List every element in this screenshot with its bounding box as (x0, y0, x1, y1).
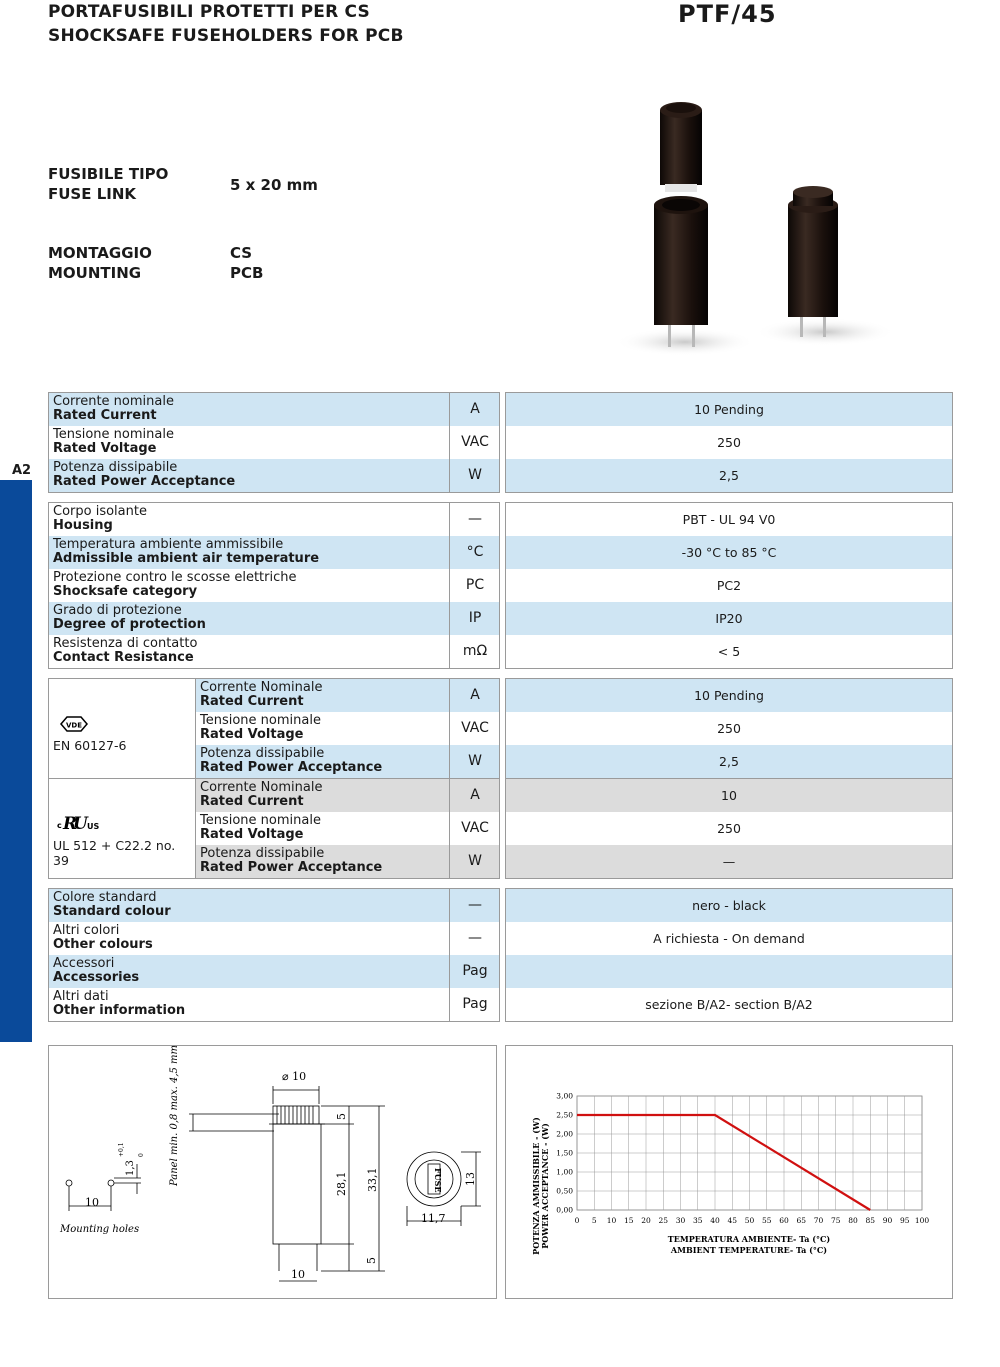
row-label: Tensione nominale Rated Voltage (200, 713, 321, 742)
table-row (196, 679, 499, 712)
svg-text:US: US (87, 822, 100, 831)
ratings-table (48, 392, 500, 493)
row-value: A richiesta - On demand (653, 931, 805, 946)
row-value: 10 (721, 788, 737, 803)
row-label: Corrente Nominale Rated Current (200, 780, 323, 809)
table-row (49, 922, 499, 955)
mount-label-en: MOUNTING (48, 264, 142, 282)
row-unit: mΩ (449, 635, 500, 668)
row-value: 250 (717, 435, 741, 450)
fuse-value: 5 x 20 mm (230, 176, 318, 194)
row-value: 250 (717, 721, 741, 736)
x-tick-label: 100 (914, 1216, 930, 1225)
dimension-drawing (49, 1046, 496, 1298)
vde-cell (49, 679, 195, 778)
derating-chart (506, 1046, 952, 1298)
y-tick-label: 2,50 (556, 1110, 573, 1120)
hole-tolerance2-label: 0 (138, 1153, 145, 1157)
other-values (505, 888, 953, 1022)
mount-label (48, 243, 152, 283)
table-row (49, 955, 499, 988)
hole-tolerance-label: +0,1 (118, 1142, 125, 1157)
row-unit: W (449, 845, 500, 878)
dim-total-height: 33,1 (366, 1167, 379, 1192)
row-unit: PC (449, 569, 500, 602)
table-row (196, 779, 499, 812)
ul-cell (49, 779, 195, 878)
title-block (48, 0, 404, 48)
table-row (49, 569, 499, 602)
dim-body-height: 28,1 (335, 1171, 348, 1196)
row-value (506, 955, 952, 988)
row-unit: A (449, 779, 500, 812)
row-unit: °C (449, 536, 500, 569)
row-value: PC2 (716, 578, 742, 593)
properties-table (48, 502, 500, 669)
row-label: Tensione nominale Rated Voltage (200, 813, 321, 842)
x-tick-label: 50 (744, 1216, 755, 1225)
row-value: 10 Pending (694, 688, 764, 703)
dim-pin-spacing: 10 (291, 1268, 305, 1281)
table-row (196, 812, 499, 845)
ul-standard: UL 512 + C22.2 no. 39 (53, 838, 176, 868)
row-value: 250 (717, 821, 741, 836)
row-label: Potenza dissipabile Rated Power Acceptance (200, 846, 383, 875)
table-row (49, 988, 499, 1021)
title-english: SHOCKSAFE FUSEHOLDERS FOR PCB (48, 26, 404, 46)
x-tick-label: 75 (830, 1216, 841, 1225)
product-photo (610, 80, 950, 370)
dim-pin-height: 5 (365, 1257, 378, 1264)
dim-diameter-label: ⌀ 10 (282, 1070, 307, 1083)
svg-text:VDE: VDE (65, 721, 83, 730)
row-value: PBT - UL 94 V0 (682, 512, 776, 527)
row-value: sezione B/A2- section B/A2 (645, 997, 813, 1012)
x-tick-label: 0 (574, 1216, 580, 1225)
fuse-marking: FUSE (433, 1168, 443, 1193)
x-tick-label: 65 (796, 1216, 807, 1225)
x-tick-label: 15 (623, 1216, 634, 1225)
fuse-label-it: FUSIBILE TIPO (48, 165, 169, 183)
y-tick-label: 1,50 (556, 1148, 573, 1158)
x-tick-label: 80 (848, 1216, 858, 1225)
row-value: 2,5 (719, 468, 739, 483)
row-value: nero - black (692, 898, 766, 913)
side-bar (0, 480, 32, 1042)
hole-spacing-label: 10 (85, 1196, 99, 1209)
ul-logo-icon (57, 811, 103, 833)
product-code: PTF/45 (678, 0, 777, 28)
row-value: 2,5 (719, 754, 739, 769)
row-label: Corrente Nominale Rated Current (200, 680, 323, 709)
svg-text:c: c (57, 821, 62, 830)
table-row (49, 536, 499, 569)
row-label: Colore standard Standard colour (53, 890, 171, 919)
mount-label-it: MONTAGGIO (48, 244, 152, 262)
dim-top-height: 13 (464, 1172, 477, 1186)
table-row (49, 889, 499, 922)
approvals-table (48, 678, 500, 879)
x-tick-label: 55 (761, 1216, 772, 1225)
x-tick-label: 90 (882, 1216, 893, 1225)
row-label: Potenza dissipabile Rated Power Acceptance (53, 460, 236, 489)
y-tick-label: 1,00 (556, 1167, 573, 1177)
approvals-values (505, 678, 953, 879)
row-unit: — (449, 922, 500, 955)
dim-cap-height: 5 (335, 1113, 348, 1120)
row-unit: VAC (449, 426, 500, 459)
row-unit: W (449, 459, 500, 492)
y-axis-label-it: POTENZA AMMISSIBILE - (W) (531, 1117, 541, 1255)
table-row (49, 393, 499, 426)
row-label: Protezione contro le scosse elettriche Shocksafe category (53, 570, 297, 599)
row-label: Resistenza di contatto Contact Resistance (53, 636, 198, 665)
panel-thickness-label: Panel min. 0,8 max. 4,5 mm. (169, 1046, 180, 1186)
fuse-label (48, 164, 168, 204)
x-tick-label: 85 (865, 1216, 876, 1225)
row-value: 10 Pending (694, 402, 764, 417)
x-tick-label: 60 (779, 1216, 789, 1225)
x-tick-label: 40 (710, 1216, 720, 1225)
row-value: IP20 (715, 611, 743, 626)
svg-text:R: R (63, 814, 78, 833)
row-unit: — (449, 503, 500, 536)
row-label: Potenza dissipabile Rated Power Acceptance (200, 746, 383, 775)
row-label: Altri colori Other colours (53, 923, 153, 952)
row-unit: VAC (449, 812, 500, 845)
row-label: Tensione nominale Rated Voltage (53, 427, 174, 456)
x-axis-label-en: AMBIENT TEMPERATURE- Ta (°C) (670, 1245, 828, 1255)
row-unit: A (449, 393, 500, 426)
properties-values (505, 502, 953, 669)
y-axis-label-en: POWER ACCEPTANCE - (W) (540, 1123, 550, 1249)
x-tick-label: 10 (606, 1216, 617, 1225)
hole-diameter-label: 1,3 (125, 1160, 136, 1176)
section-tag: A2 (12, 463, 32, 478)
vde-logo-icon (59, 715, 89, 733)
other-table (48, 888, 500, 1022)
fuse-label-en: FUSE LINK (48, 185, 137, 203)
row-unit: IP (449, 602, 500, 635)
x-axis-label-it: TEMPERATURA AMBIENTE- Ta (°C) (667, 1234, 831, 1244)
dimension-drawing-panel (48, 1045, 497, 1299)
ratings-values (505, 392, 953, 493)
x-tick-label: 25 (658, 1216, 669, 1225)
table-row (196, 712, 499, 745)
row-label: Temperatura ambiente ammissibile Admissible ambient air temperature (53, 537, 320, 566)
row-value: — (722, 854, 736, 869)
y-tick-label: 0,50 (556, 1186, 573, 1196)
y-tick-label: 3,00 (556, 1091, 573, 1101)
row-unit: — (449, 889, 500, 922)
row-value: < 5 (717, 644, 741, 659)
mount-value-it: CS (230, 244, 253, 262)
mounting-holes-label: Mounting holes (60, 1224, 140, 1235)
table-row (49, 426, 499, 459)
x-tick-label: 35 (692, 1216, 703, 1225)
x-tick-label: 5 (591, 1216, 597, 1225)
row-label: Corpo isolante Housing (53, 504, 147, 533)
derating-chart-panel (505, 1045, 953, 1299)
row-unit: W (449, 745, 500, 778)
table-row (49, 602, 499, 635)
x-tick-label: 20 (641, 1216, 651, 1225)
row-unit: A (449, 679, 500, 712)
row-unit: Pag (449, 955, 500, 988)
table-row (196, 845, 499, 878)
row-label: Altri dati Other information (53, 989, 186, 1018)
row-value: -30 °C to 85 °C (681, 545, 777, 560)
x-tick-label: 30 (675, 1216, 686, 1225)
table-row (196, 745, 499, 778)
x-tick-label: 45 (727, 1216, 738, 1225)
dim-top-width: 11,7 (421, 1212, 446, 1225)
svg-text:U: U (73, 814, 88, 833)
y-tick-label: 0,00 (556, 1205, 573, 1215)
mount-value (230, 243, 263, 283)
table-row (49, 635, 499, 668)
row-unit: Pag (449, 988, 500, 1021)
row-label: Corrente nominale Rated Current (53, 394, 174, 423)
vde-standard: EN 60127-6 (53, 738, 127, 753)
title-italian: PORTAFUSIBILI PROTETTI PER CS (48, 2, 370, 22)
x-tick-label: 70 (813, 1216, 824, 1225)
row-label: Grado di protezione Degree of protection (53, 603, 206, 632)
table-row (49, 459, 499, 492)
x-tick-label: 95 (899, 1216, 910, 1225)
table-row (49, 503, 499, 536)
row-unit: VAC (449, 712, 500, 745)
mount-value-en: PCB (230, 264, 264, 282)
y-tick-label: 2,00 (556, 1129, 573, 1139)
row-label: Accessori Accessories (53, 956, 140, 985)
